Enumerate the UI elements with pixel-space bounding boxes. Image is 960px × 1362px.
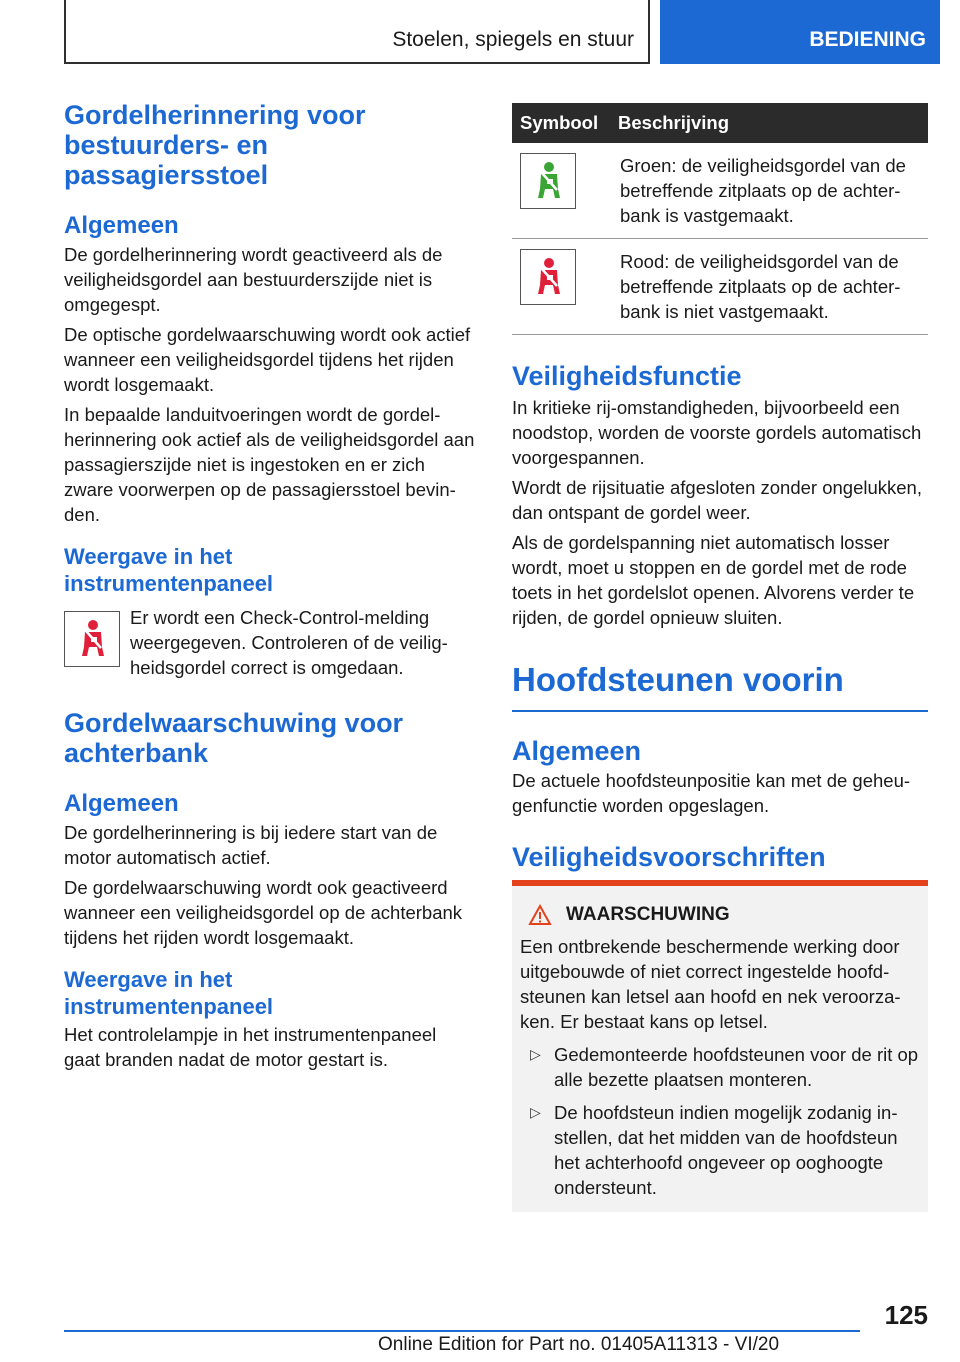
list-item-text: Gedemonteerde hoofdsteunen voor de rit op alle bezette plaatsen monteren. bbox=[554, 1044, 919, 1090]
heading-safety-function: Veiligheidsfunctie bbox=[512, 361, 742, 391]
table-cell-description: Groen: de veiligheidsgordel van de betreffende zitplaats op de achterbank is vastgemaakt. bbox=[610, 143, 928, 239]
paragraph: De gordelherinnering is bij iedere start van de motor automatisch actief. bbox=[64, 822, 438, 868]
warning-text: Een ontbrekende beschermende werking door uitgebouwde of niet correct ingestelde hoofdsteunen kan letsel aan hoofd en nek veroorzaken. Er bestaat kans op letsel. bbox=[520, 936, 901, 1032]
paragraph: Als de gordelspanning niet automatisch losser wordt, moet u stoppen en de gordel met de rode toets in het gordelslot openen. Alvorens verder te rijden, de gordel opnieuw sluiten. bbox=[512, 532, 915, 628]
list-item bbox=[520, 1042, 920, 1092]
column-header-description: Beschrijving bbox=[610, 103, 928, 143]
left-column bbox=[64, 100, 476, 1072]
warning-title bbox=[520, 904, 920, 926]
table-cell-description: Rood: de veiligheidsgordel van de betreffende zitplaats op de achterbank is niet vastgemaakt. bbox=[610, 239, 928, 335]
warning-title-text: WAARSCHUWING bbox=[566, 904, 730, 925]
heading-general: Algemeen bbox=[512, 736, 642, 766]
paragraph: De gordelherinnering wordt geactiveerd als de veiligheidsgordel aan bestuurderszijde niet is omgegespt. bbox=[64, 244, 443, 315]
table-row bbox=[512, 143, 928, 239]
display-note bbox=[64, 605, 476, 680]
paragraph: De actuele hoofdsteunpositie kan met de geheugenfunctie worden opgeslagen. bbox=[512, 770, 911, 816]
column-header-symbol: Symbool bbox=[512, 103, 610, 143]
paragraph: Het controlelampje in het instrumentenpaneel gaat branden nadat de motor gestart is. bbox=[64, 1024, 437, 1070]
heading-general: Algemeen bbox=[64, 790, 179, 817]
header-chapter-tab[interactable] bbox=[660, 0, 940, 64]
paragraph: In bepaalde landuitvoeringen wordt de gordelherinnering ook actief als de veiligheidsgordel aan passagierszijde niet is ingestoken en er zich zware voorwerpen op de passagiersstoel bevinden. bbox=[64, 404, 475, 525]
bullet-triangle-icon: ▷ bbox=[530, 1104, 541, 1120]
list-item-text: De hoofdsteun indien mogelijk zodanig instellen, dat het midden van de hoofdsteun het achterhoofd ongeveer op ooghoogte ondersteunt. bbox=[554, 1102, 898, 1198]
warning-box bbox=[512, 880, 928, 1212]
list-item bbox=[520, 1100, 920, 1200]
header-section-title bbox=[64, 0, 650, 64]
heading-general: Algemeen bbox=[64, 212, 179, 239]
table-header-row bbox=[512, 103, 928, 143]
paragraph: In kritieke rij-omstandigheden, bijvoorbeeld een noodstop, worden de voorste gordels automatisch voorgespannen. bbox=[512, 397, 922, 468]
warning-triangle-icon bbox=[528, 904, 552, 926]
heading-belt-reminder: Gordelherinnering voor bestuurders- en passagiersstoel bbox=[64, 100, 366, 190]
seatbelt-green-icon bbox=[520, 153, 576, 209]
paragraph: Er wordt een Check-Control-melding weergegeven. Controleren of de veiligheidsgordel correct is omgedaan. bbox=[130, 607, 448, 678]
symbol-table bbox=[512, 103, 928, 335]
table-cell-symbol bbox=[512, 239, 610, 335]
table-cell-symbol bbox=[512, 143, 610, 239]
seatbelt-red-icon bbox=[64, 611, 120, 667]
heading-safety-regulations: Veiligheidsvoorschriften bbox=[512, 842, 826, 872]
paragraph: De gordelwaarschuwing wordt ook geactiveerd wanneer een veiligheidsgordel op de achterbank tijdens het rijden wordt losgemaakt. bbox=[64, 877, 463, 948]
paragraph: Wordt de rijsituatie afgesloten zonder ongelukken, dan ontspant de gordel weer. bbox=[512, 477, 922, 523]
page-number: 125 bbox=[884, 1300, 928, 1330]
heading-display: Weergave in het instrumentenpaneel bbox=[64, 544, 274, 596]
seatbelt-red-icon bbox=[520, 249, 576, 305]
bullet-triangle-icon: ▷ bbox=[530, 1046, 541, 1062]
heading-display: Weergave in het instrumentenpaneel bbox=[64, 967, 274, 1019]
table-row bbox=[512, 239, 928, 335]
heading-headrests: Hoofdsteunen voorin bbox=[512, 661, 844, 698]
footer-rule bbox=[64, 1330, 860, 1332]
chapter-label: BEDIENING bbox=[809, 28, 926, 51]
heading-underline bbox=[512, 710, 928, 712]
footer-edition: Online Edition for Part no. 01405A11313 - VI/20 bbox=[378, 1334, 780, 1355]
right-column bbox=[512, 103, 928, 1212]
heading-rear-warning: Gordelwaarschuwing voor achterbank bbox=[64, 708, 404, 768]
section-title: Stoelen, spiegels en stuur bbox=[392, 28, 634, 51]
paragraph: De optische gordelwaarschuwing wordt ook actief wanneer een veiligheidsgordel tijdens het rijden wordt losgemaakt. bbox=[64, 324, 471, 395]
